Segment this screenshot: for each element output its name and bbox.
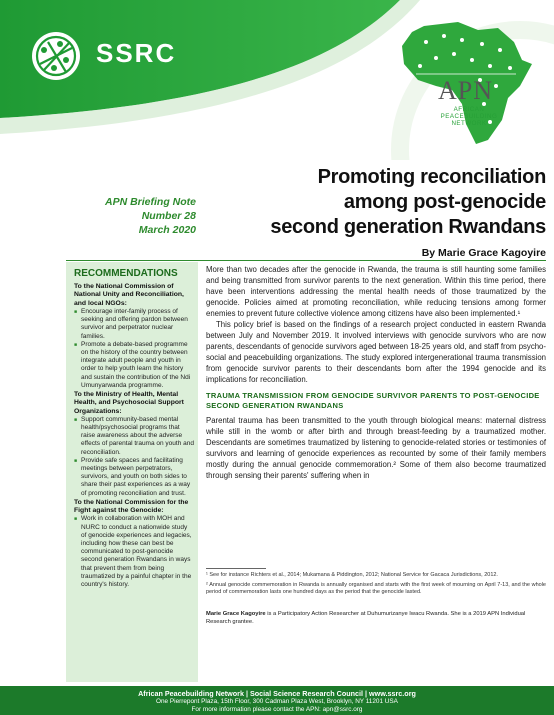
ssrc-globe-icon (30, 30, 82, 82)
apn-subtitle (438, 106, 500, 127)
apn-logo (438, 78, 528, 127)
page-title (206, 165, 546, 240)
sidebar-heading: RECOMMENDATIONS (74, 268, 178, 279)
apn-sub-line: PEACEBUILDING (440, 113, 498, 121)
recommendations-sidebar (66, 262, 198, 682)
apn-mark: APN (438, 76, 494, 105)
title-line: among post-genocide (343, 191, 546, 213)
title-line: Promoting reconciliation (317, 166, 546, 188)
recommendation-group-title: To the National Commission of National Unity and Reconciliation, and local NGOs: (74, 283, 184, 307)
divider (66, 260, 546, 261)
footer-contact: For more information please contact the APN: apn@ssrc.org (191, 706, 363, 713)
footnotes (206, 572, 546, 599)
recommendation-item: ■ Promote a debate-based programme on the history of the country between integrate adult people and youth in order to help youth learn the history and sustain the contribution of the Ndi Umunyarwanda programme. (74, 341, 194, 390)
briefing-note-info (80, 195, 196, 237)
apn-sub-line: NETWORK (451, 120, 487, 128)
section-heading: TRAUMA TRANSMISSION FROM GENOCIDE SURVIVOR PARENTS TO POST-GENOCIDE SECOND GENERATION RWANDANS (206, 391, 540, 410)
recommendation-item: ■ Work in collaboration with MOH and NURC to conduct a nationwide study of genocide experiences and legacies, including how these can best be communicated to post-genocide second generation Rwandans in ways that prevent them from being traumatized by a painful chapter in the country's history. (74, 515, 194, 589)
recommendation-item: ■ Provide safe spaces and facilitating meetings between perpetrators, survivors, and youth on both sides to share their past experiences as a way of promoting reconciliation and trust. (74, 457, 194, 498)
footnote: ² Annual genocide commemoration in Rwanda is annually organised and starts with the first week of mourning on April 7-13, and the whole period of commemoration lasts one hundred days as the period that the genocide lasted. (206, 581, 546, 595)
body-paragraph: More than two decades after the genocide in Rwanda, the trauma is still haunting some families and being transmitted from survivor parents to the next generation. Within this time period, there have been interventions addressing the mental health needs of those traumatized by the genocide. Policies aimed at promoting reconciliation, while reducing tensions among former enemies to prevent future collective violence among citizens have also been implemented.¹ (206, 265, 546, 318)
byline: By Marie Grace Kagoyire (421, 247, 546, 259)
footnote: ¹ See for instance Richters et al., 2014; Mukamana & Piddington, 2012; National Service for Gacaca Jurisdictions, 2012. (206, 572, 498, 578)
apn-sub-line: AFRICAN (453, 106, 485, 113)
note-number: Number 28 (141, 210, 196, 222)
body-paragraph: This policy brief is based on the findings of a research project conducted in eastern Rwanda between July and November 2019. It involved interviews with genocide survivors who are now parents, descendants of genocide survivors aged between 18-25 years old, and staff from psycho-social and peacebuilding organizations. The study explored intergenerational trauma transmission from genocide survivor parents to their descendants born after the 1994 genocide and its implications for reconciliation. (206, 320, 546, 384)
author-bio: is a Participatory Action Researcher at Duhumurizanye Iwacu Rwanda. She is a 2019 APN Individual Research grantee. (206, 611, 526, 625)
ssrc-logo-text: SSRC (96, 38, 177, 68)
main-body (206, 264, 546, 481)
recommendation-item: ■ Support community-based mental health/psychosocial programs that raise awareness about the adverse effects of parental trauma on youth and reconciliation. (74, 416, 194, 457)
footer-address: One Pierrepont Plaza, 15th Floor, 300 Cadman Plaza West, Brooklyn, NY 11201 USA (156, 698, 398, 705)
author-note (206, 611, 546, 627)
note-date: March 2020 (138, 224, 196, 236)
recommendation-group-title: To the National Commission for the Fight against the Genocide: (74, 498, 189, 515)
footnote-divider (206, 568, 266, 569)
footer-bar (0, 686, 554, 715)
title-line: second generation Rwandans (270, 216, 546, 238)
recommendation-item: ■ Encourage inter-family process of seeking and offering pardon between survivor and perpetrator nuclear families. (74, 308, 194, 341)
header-banner (0, 0, 554, 160)
author-name: Marie Grace Kagoyire (206, 611, 266, 617)
body-paragraph: Parental trauma has been transmitted to the youth through biological means: maternal distress while still in the womb or after birth and through breast-feeding by a traumatized mother. Descendants are sometimes traumatized by listening to genocide-related stories or testimonies of survivors and learning of genocide experiences as recounted by some of their family members mostly during the annual genocide commemoration.² Some of them also become traumatized through sensing their parents' suffering when in (206, 416, 546, 480)
recommendation-group-title: To the Ministry of Health, Mental Health, and Psychosocial Support Organizations: (74, 390, 184, 415)
footer-links: African Peacebuilding Network | Social Science Research Council | www.ssrc.org (138, 689, 416, 698)
note-series: APN Briefing Note (104, 196, 196, 208)
